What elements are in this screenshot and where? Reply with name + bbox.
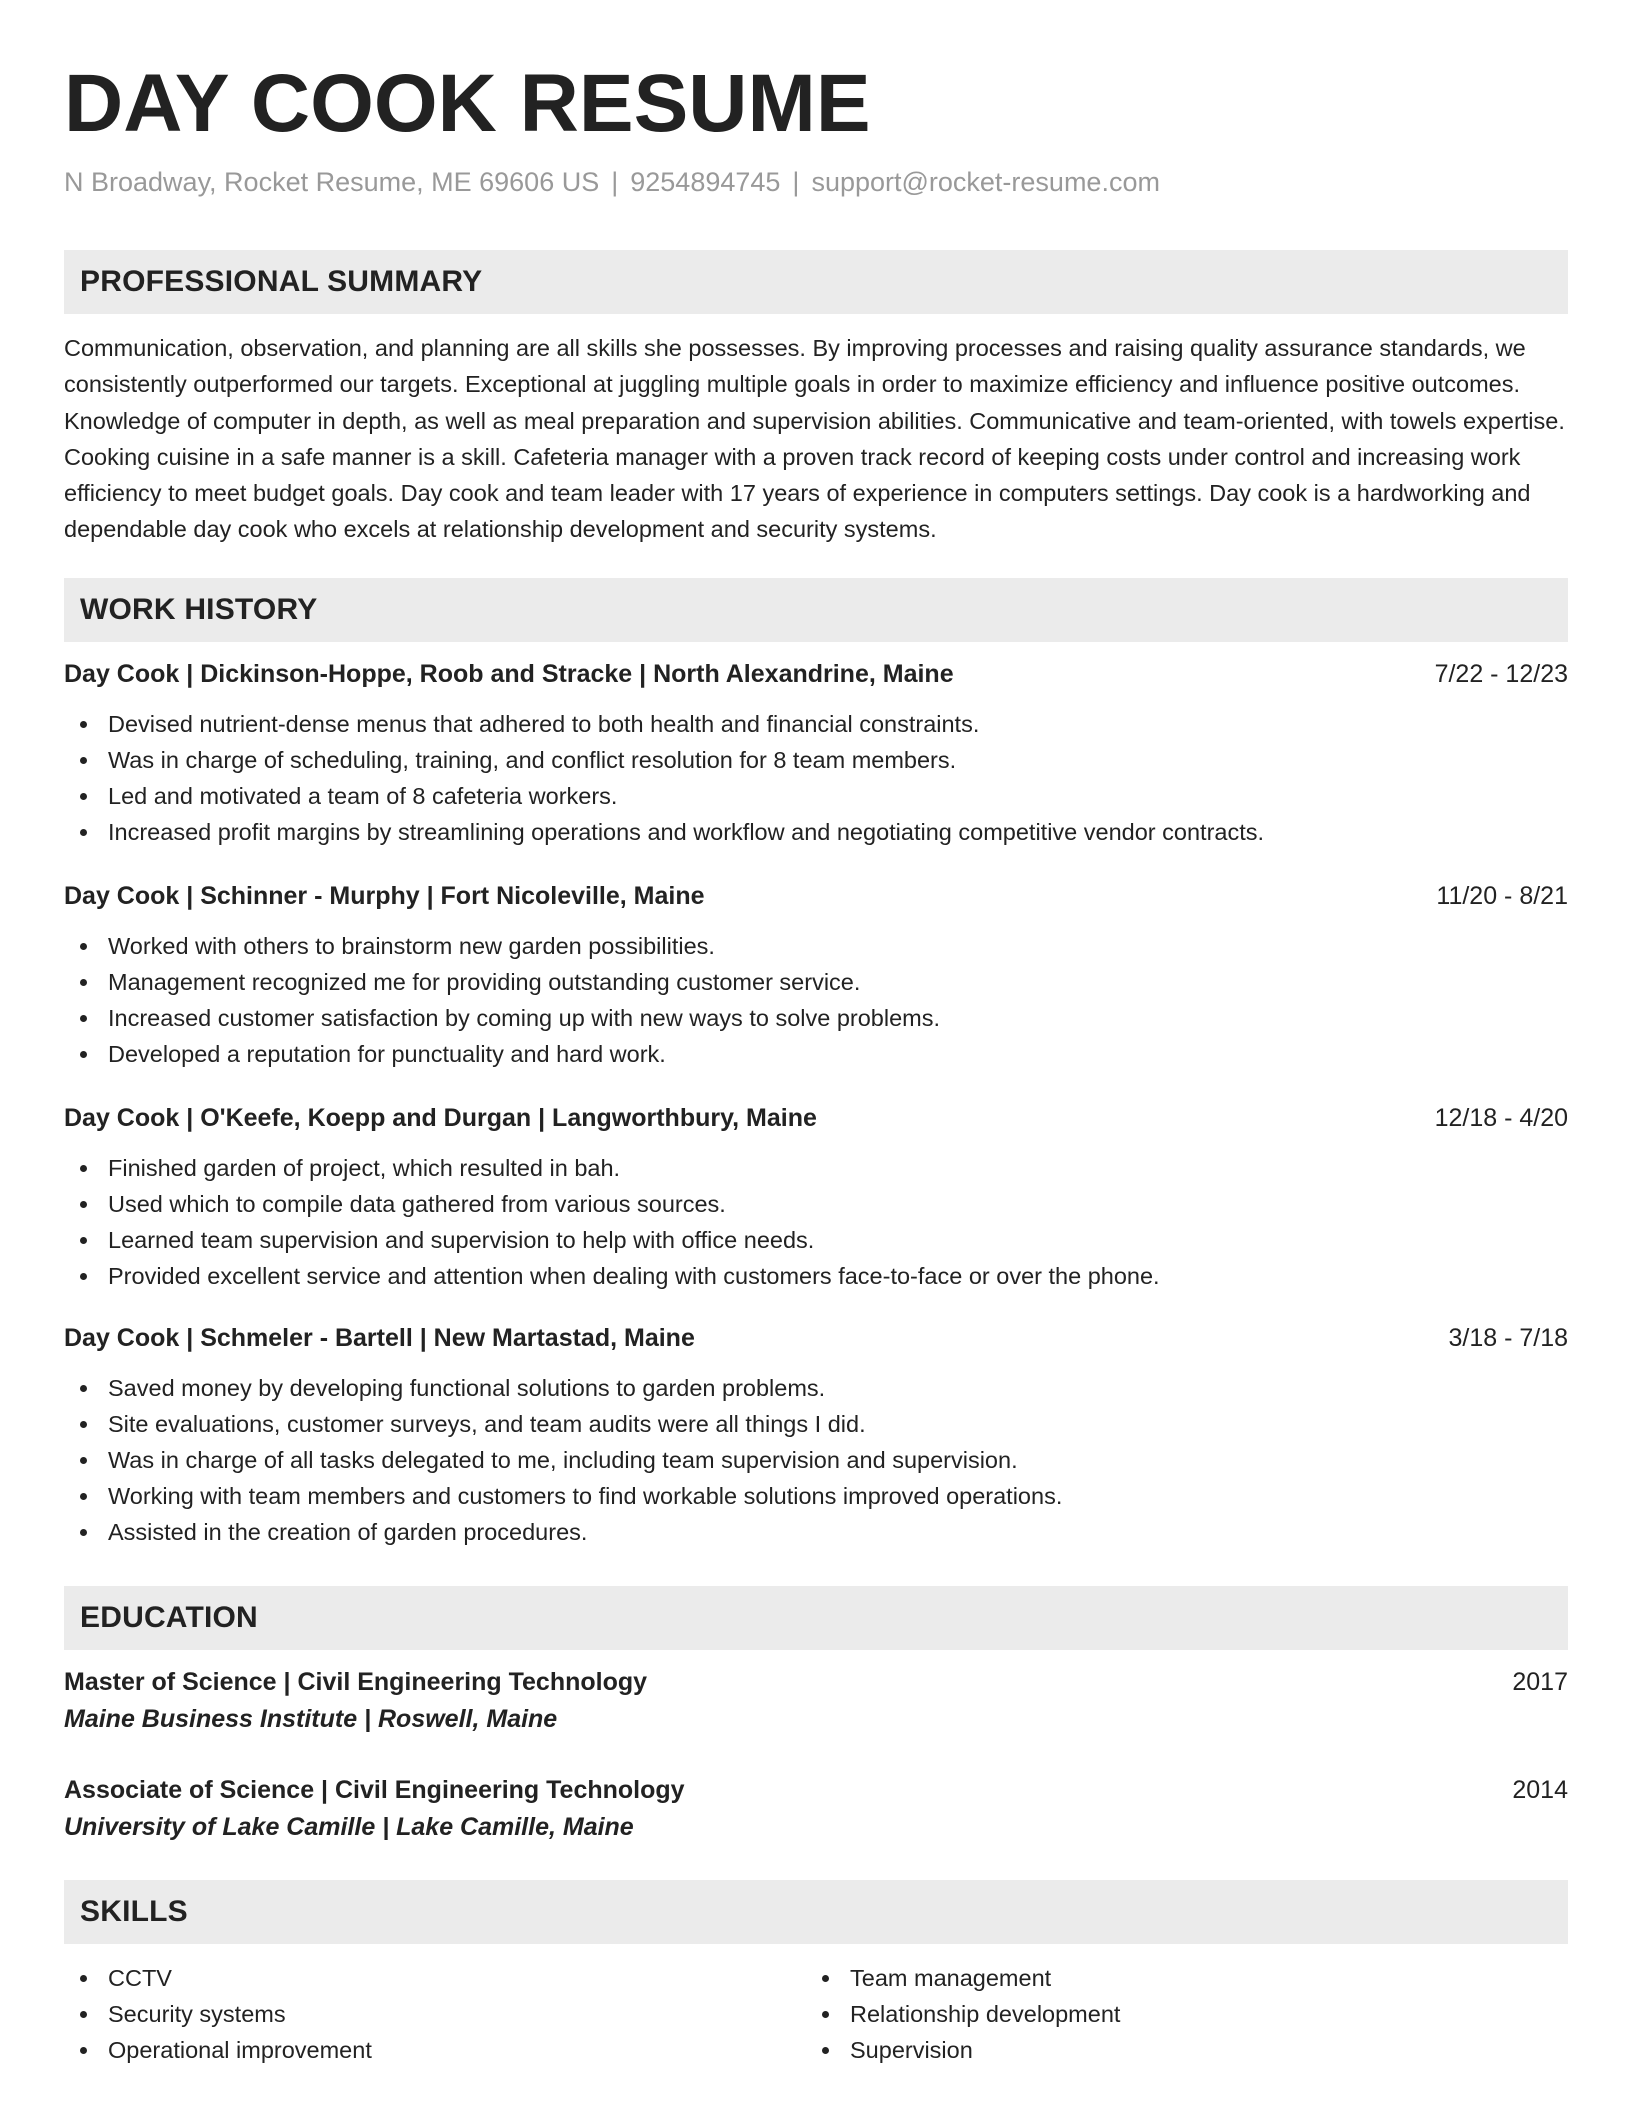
list-item — [64, 964, 1568, 1000]
job-header — [64, 878, 1568, 914]
bullet-text: Increased profit margins by streamlining operations and workflow and negotiating competitive vendor contracts. — [108, 818, 1265, 845]
list-item — [64, 1186, 1568, 1222]
skill-text: CCTV — [108, 1964, 172, 1991]
section-header-work-history: WORK HISTORY — [64, 578, 1568, 642]
list-item — [64, 706, 1568, 742]
bullet-icon — [80, 793, 87, 800]
bullet-icon — [80, 2047, 87, 2054]
skills-column-left — [64, 1960, 806, 2068]
bullet-icon — [80, 721, 87, 728]
education-degree: Associate of Science | Civil Engineering Technology — [64, 1775, 685, 1804]
job-date: 12/18 - 4/20 — [1434, 1103, 1568, 1132]
list-item — [64, 1258, 1568, 1294]
list-item — [64, 1222, 1568, 1258]
bullet-icon — [80, 1457, 87, 1464]
education-entry — [64, 1772, 1568, 1846]
skill-text: Security systems — [108, 2000, 286, 2027]
job-bullets — [64, 1370, 1568, 1550]
education-entry — [64, 1664, 1568, 1738]
list-item — [806, 2032, 1548, 2068]
bullet-icon — [80, 1165, 87, 1172]
bullet-icon — [80, 1015, 87, 1022]
bullet-icon — [80, 979, 87, 986]
section-header-summary: PROFESSIONAL SUMMARY — [64, 250, 1568, 314]
job-bullets — [64, 706, 1568, 850]
job-bullets — [64, 928, 1568, 1072]
job-title: Day Cook | Dickinson-Hoppe, Roob and Stracke | North Alexandrine, Maine — [64, 659, 954, 688]
list-item — [64, 1442, 1568, 1478]
list-item — [64, 742, 1568, 778]
bullet-text: Learned team supervision and supervision to help with office needs. — [108, 1226, 815, 1253]
skill-text: Relationship development — [850, 2000, 1121, 2027]
contact-line — [64, 164, 1568, 200]
bullet-icon — [80, 1421, 87, 1428]
list-item — [64, 1150, 1568, 1186]
skill-text: Team management — [850, 1964, 1052, 1991]
bullet-icon — [80, 1201, 87, 1208]
bullet-icon — [80, 1975, 87, 1982]
job-title: Day Cook | Schmeler - Bartell | New Martastad, Maine — [64, 1323, 695, 1352]
skills-grid — [64, 1960, 1568, 2068]
list-item — [64, 1370, 1568, 1406]
list-item — [64, 1996, 806, 2032]
bullet-text: Increased customer satisfaction by coming up with new ways to solve problems. — [108, 1004, 941, 1031]
bullet-icon — [80, 1493, 87, 1500]
section-header-skills: SKILLS — [64, 1880, 1568, 1944]
bullet-text: Was in charge of all tasks delegated to me, including team supervision and supervision. — [108, 1446, 1018, 1473]
bullet-text: Working with team members and customers to find workable solutions improved operations. — [108, 1482, 1063, 1509]
bullet-text: Led and motivated a team of 8 cafeteria workers. — [108, 782, 618, 809]
bullet-text: Management recognized me for providing outstanding customer service. — [108, 968, 861, 995]
skills-column-right — [806, 1960, 1548, 2068]
bullet-text: Developed a reputation for punctuality and hard work. — [108, 1040, 666, 1067]
resume-title: DAY COOK RESUME — [64, 58, 871, 149]
job-entry — [64, 1320, 1568, 1550]
job-title: Day Cook | O'Keefe, Koepp and Durgan | Langworthbury, Maine — [64, 1103, 817, 1132]
bullet-text: Finished garden of project, which resulted in bah. — [108, 1154, 621, 1181]
list-item — [806, 1996, 1548, 2032]
list-item — [64, 778, 1568, 814]
list-item — [64, 2032, 806, 2068]
bullet-icon — [822, 2047, 829, 2054]
bullet-text: Provided excellent service and attention when dealing with customers face-to-face or over the phone. — [108, 1262, 1160, 1289]
job-title: Day Cook | Schinner - Murphy | Fort Nicoleville, Maine — [64, 881, 705, 910]
bullet-icon — [822, 1975, 829, 1982]
education-school: University of Lake Camille | Lake Camille, Maine — [64, 1812, 634, 1841]
bullet-icon — [80, 1273, 87, 1280]
bullet-text: Was in charge of scheduling, training, and conflict resolution for 8 team members. — [108, 746, 957, 773]
bullet-text: Saved money by developing functional solutions to garden problems. — [108, 1374, 826, 1401]
education-degree: Master of Science | Civil Engineering Technology — [64, 1667, 648, 1696]
list-item — [64, 1514, 1568, 1550]
bullet-icon — [822, 2011, 829, 2018]
contact-separator: | — [611, 167, 619, 197]
bullet-icon — [80, 1529, 87, 1536]
contact-address: N Broadway, Rocket Resume, ME 69606 US — [64, 167, 600, 197]
summary-text: Communication, observation, and planning are all skills she possesses. By improving processes and raising quality assurance standards, we consistently outperformed our targets. Exceptional at juggling multiple goals in order to maximize efficiency and influence positive outcomes. Knowledge of computer in depth, as well as meal preparation and supervision abilities. Communicative and team-oriented, with towels expertise. Cooking cuisine in a safe manner is a skill. Cafeteria manager with a proven track record of keeping costs under control and increasing work efficiency to meet budget goals. Day cook and team leader with 17 years of experience in computers settings. Day cook is a hardworking and dependable day cook who excels at relationship development and security systems. — [64, 335, 1565, 543]
job-date: 11/20 - 8/21 — [1436, 881, 1568, 910]
contact-phone: 9254894745 — [630, 167, 781, 197]
education-header — [64, 1772, 1568, 1808]
job-bullets — [64, 1150, 1568, 1294]
job-header — [64, 1320, 1568, 1356]
bullet-text: Assisted in the creation of garden procedures. — [108, 1518, 588, 1545]
skills-list — [64, 1960, 806, 2068]
bullet-text: Used which to compile data gathered from various sources. — [108, 1190, 726, 1217]
skill-text: Operational improvement — [108, 2036, 372, 2063]
education-year: 2017 — [1512, 1667, 1568, 1696]
list-item — [64, 814, 1568, 850]
job-date: 3/18 - 7/18 — [1448, 1323, 1568, 1352]
education-school: Maine Business Institute | Roswell, Maine — [64, 1704, 558, 1733]
list-item — [64, 1960, 806, 1996]
education-year: 2014 — [1512, 1775, 1568, 1804]
bullet-icon — [80, 1237, 87, 1244]
bullet-icon — [80, 757, 87, 764]
section-header-education: EDUCATION — [64, 1586, 1568, 1650]
job-header — [64, 1100, 1568, 1136]
contact-separator: | — [792, 167, 800, 197]
list-item — [64, 928, 1568, 964]
skill-text: Supervision — [850, 2036, 973, 2063]
list-item — [64, 1036, 1568, 1072]
education-header — [64, 1664, 1568, 1700]
bullet-text: Worked with others to brainstorm new garden possibilities. — [108, 932, 715, 959]
job-entry — [64, 656, 1568, 850]
contact-email: support@rocket-resume.com — [811, 167, 1160, 197]
job-entry — [64, 1100, 1568, 1294]
list-item — [64, 1478, 1568, 1514]
list-item — [64, 1406, 1568, 1442]
bullet-icon — [80, 1385, 87, 1392]
bullet-icon — [80, 2011, 87, 2018]
bullet-icon — [80, 1051, 87, 1058]
list-item — [806, 1960, 1548, 1996]
job-header — [64, 656, 1568, 692]
bullet-icon — [80, 829, 87, 836]
job-date: 7/22 - 12/23 — [1434, 659, 1568, 688]
bullet-icon — [80, 943, 87, 950]
job-entry — [64, 878, 1568, 1072]
list-item — [64, 1000, 1568, 1036]
bullet-text: Site evaluations, customer surveys, and team audits were all things I did. — [108, 1410, 866, 1437]
skills-list — [806, 1960, 1548, 2068]
bullet-text: Devised nutrient-dense menus that adhered to both health and financial constraints. — [108, 710, 980, 737]
